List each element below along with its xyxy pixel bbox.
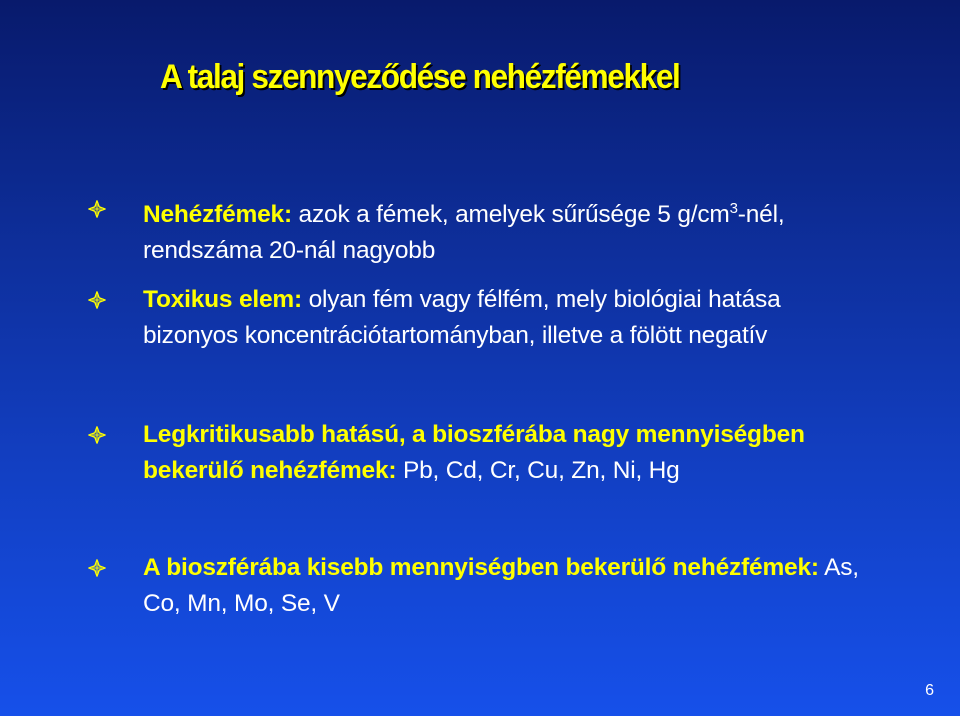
bullet-term: Legkritikusabb hatású, a bioszférába nagy mennyiségben bekerülő nehézfémek: — [143, 421, 805, 484]
diamond-quad-icon — [88, 559, 106, 577]
bullet-text-continued: -nél, rendszáma 20-nál nagyobb — [143, 201, 785, 265]
bullet-text: Pb, Cd, Cr, Cu, Zn, Ni, Hg — [396, 457, 680, 484]
bullet-item — [143, 417, 873, 489]
bullet-text: As, Co, Mn, Mo, Se, V — [143, 554, 859, 617]
slide-title: A talaj szennyeződése nehézfémekkel — [160, 58, 680, 96]
bullet-text: olyan fém vagy félfém, mely biológiai hatása bizonyos koncentrációtartományban, illetve a fölött negatív — [143, 286, 781, 349]
diamond-quad-icon — [88, 200, 106, 218]
page-number: 6 — [925, 682, 934, 699]
bullet-text: azok a fémek, amelyek sűrűsége 5 g/cm — [291, 201, 730, 229]
bullet-item — [143, 282, 873, 354]
superscript: 3 — [729, 200, 738, 217]
bullet-term: Toxikus elem: — [143, 286, 302, 313]
bullet-item — [143, 191, 873, 269]
bullet-term: A bioszférába kisebb mennyiségben bekerülő nehézfémek: — [143, 554, 819, 581]
bullet-item — [143, 550, 873, 622]
diamond-quad-icon — [88, 426, 106, 444]
bullet-term: Nehézfémek: — [143, 201, 292, 229]
diamond-quad-icon — [88, 291, 106, 309]
